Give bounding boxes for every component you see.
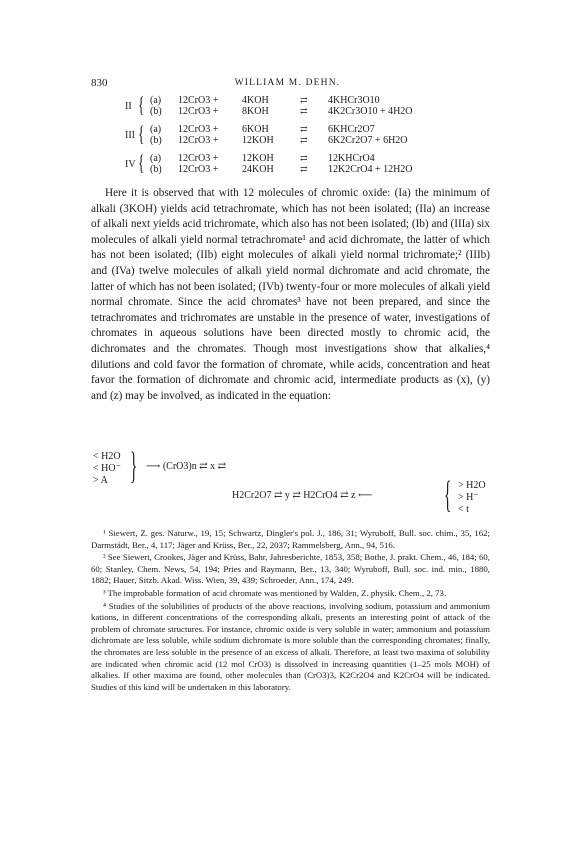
group-label: IV (125, 159, 136, 170)
reaction-label: (b) (150, 164, 162, 175)
footnote: ¹ Siewert, Z. ges. Naturw., 19, 15; Schwartz, Dingler's pol. J., 186, 31; Wyruboff, Bull. soc. chim., 35, 162; Darmstädt, Ber., 4, 117; Jäger and Krüss, Ber., 22, 2037; Rammelsberg, Ann., 94, 516. (91, 528, 490, 550)
equilibrium-arrow-icon: ⇄ (300, 153, 306, 163)
reaction-line-b (150, 135, 408, 146)
group-label: III (125, 130, 135, 141)
equilibrium-arrow-icon: ⇄ (300, 95, 306, 105)
reaction-product: 6KHCr2O7 (328, 124, 375, 135)
brace-icon: { (138, 150, 145, 175)
reaction-reagent: 6KOH (242, 124, 269, 135)
reaction-line-a (150, 124, 408, 135)
equation-right-terms (458, 480, 486, 516)
reaction-reagent: 4KOH (242, 95, 269, 106)
reaction-reagent: 8KOH (242, 106, 269, 117)
reaction-group-ii (125, 92, 413, 117)
brace-icon: { (138, 121, 145, 146)
reaction-line-a (150, 153, 413, 164)
reaction-product: 6K2Cr2O7 + 6H2O (328, 135, 408, 146)
reaction-reagent: 24KOH (242, 164, 274, 175)
equation-term: > A (93, 475, 108, 486)
footnote: ³ The improbable formation of acid chromate was mentioned by Walden, Z. physik. Chem., 2, 73. (103, 587, 447, 598)
reaction-reactant: 12CrO3 + (178, 164, 219, 175)
brace-icon: { (138, 92, 145, 117)
equation-row-2: H2Cr2O7 ⇄ y ⇄ H2CrO4 ⇄ z ⟵ (232, 490, 373, 501)
footnote: ⁴ Studies of the solubilities of products of the above reactions, involving sodium, potassium and ammonium kations, in different concentrations of the corresponding alkali, presents an interesting point of attack of the problem of chromate structures. For instance, chromic oxide is very soluble in water; ammonium and potassium dichromate are less soluble, while sodium dichromate is more soluble than the corresponding chromates; finally, the chromates are less soluble in the presence of an excess of alkali. Therefore, at least two maxima of solubility are indicated when chromic acid (12 mol CrO3) is dissolved in increasing quantities (1–25 mols MOH) of alkalies. If other maxima are found, other molecules than (CrO3)3, K2Cr2O4 and K2CrO4 will be indicated. Studies of this kind will be undertaken in this laboratory. (91, 600, 490, 692)
reaction-group-iv (125, 150, 413, 175)
reaction-label: (b) (150, 106, 162, 117)
reaction-reactant: 12CrO3 + (178, 153, 219, 164)
footnote: ² See Siewert, Crookes, Jäger and Krüss, Bahr, Jahresberichte, 1853, 358; Bothe, J. prakt. Chem., 46, 184; 60, 60; Stanley, Chem. News, 54, 194; Pries and Raymann, Ber., 13, 340; Wyruboff, Bull. soc. ind. min., 1880, 1882; Hauer, Sitzb. Akad. Wiss. Wien, 39, 439; Schroeder, Ann., 174, 249. (91, 552, 490, 586)
reaction-label: (a) (150, 124, 162, 135)
equation-term: < HO⁻ (93, 463, 121, 474)
equation-left-terms (93, 451, 121, 487)
reaction-reactant: 12CrO3 + (178, 124, 219, 135)
reaction-line-a (150, 95, 413, 106)
reaction-product: 4KHCr3O10 (328, 95, 380, 106)
body-paragraph: Here it is observed that with 12 molecules of chromic oxide: (Ia) the minimum of alkali (3KOH) yields acid tetrachromate, which has not been isolated; (IIa) an increase of alkali next yields acid trichromate, which also has not been isolated; (Ib) and (IIIa) six molecules of alkali yield normal tetrachromate¹ and acid dichromate, the latter of which has not been isolated; (IIb) eight molecules of alkali yield normal trichromate;² (IIIb) and (IVa) twelve molecules of alkali yield normal dichromate and acid chromate, the latter of which has not been isolated; (IVb) twenty-four or more molecules of alkali yield normal chromate. Since the acid chromates³ have not been prepared, and since the tetrachromates and trichromates are unstable in the presence of water, investigations of chromates in aqueous solutions have been directed mostly to chromic acid, the dichromates and the chromates. Though most investigations show that alkalies,⁴ dilutions and cold favor the formation of chromate, while acids, concentration and heat favor the formation of dichromate and chromic acid, intermediate products as (x), (y) and (z) may be involved, as indicated in the equation: (91, 187, 490, 402)
equation-row-1: ⟶ (CrO3)n ⇄ x ⇄ (146, 461, 226, 472)
equation-term: > H⁻ (458, 492, 479, 503)
reaction-reagent: 12KOH (242, 153, 274, 164)
left-brace-icon: { (444, 474, 452, 516)
right-brace-icon: } (130, 445, 138, 487)
reaction-reactant: 12CrO3 + (178, 95, 219, 106)
reaction-reagent: 12KOH (242, 135, 274, 146)
footnotes (91, 528, 490, 694)
reaction-label: (a) (150, 95, 162, 106)
reaction-product: 4K2Cr3O10 + 4H2O (328, 106, 413, 117)
body-paragraph-block (91, 186, 490, 404)
reaction-product: 12K2CrO4 + 12H2O (328, 164, 413, 175)
equation-term: < t (458, 504, 469, 515)
reaction-label: (a) (150, 153, 162, 164)
equilibrium-arrow-icon: ⇄ (300, 124, 306, 134)
page-number: 830 (91, 77, 108, 89)
equation-term: > H2O (458, 480, 486, 491)
equilibrium-arrow-icon: ⇄ (300, 164, 306, 174)
reaction-reactant: 12CrO3 + (178, 135, 219, 146)
equilibrium-arrow-icon: ⇄ (300, 106, 306, 116)
reaction-line-b (150, 106, 413, 117)
reaction-label: (b) (150, 135, 162, 146)
reaction-line-b (150, 164, 413, 175)
running-title: WILLIAM M. DEHN. (234, 78, 341, 88)
equilibrium-arrow-icon: ⇄ (300, 135, 306, 145)
equation-term: < H2O (93, 451, 121, 462)
group-label: II (125, 101, 132, 112)
reaction-group-iii (125, 121, 408, 146)
reaction-product: 12KHCrO4 (328, 153, 375, 164)
reaction-reactant: 12CrO3 + (178, 106, 219, 117)
